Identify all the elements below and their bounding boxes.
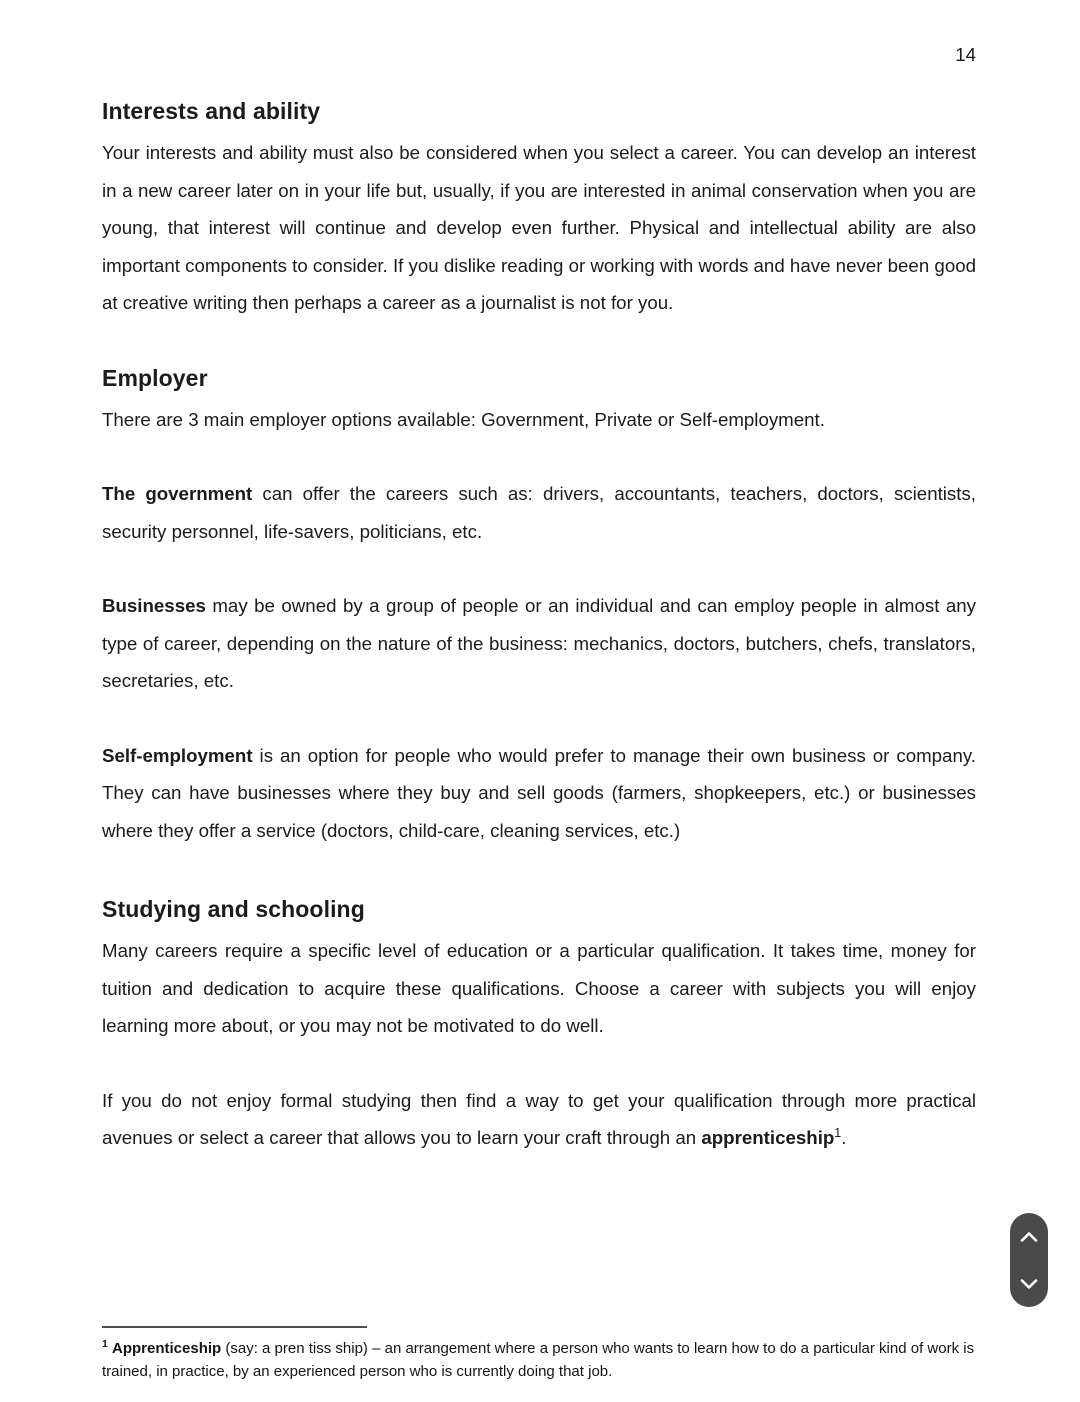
document-page — [102, 0, 976, 1157]
heading-interests-and-ability: Interests and ability — [102, 98, 321, 124]
footnote-separator-rule — [102, 1326, 367, 1328]
chevron-down-icon — [1020, 1279, 1038, 1289]
paragraph-studying: Many careers require a specific level of education or a particular qualification. It takes time, money for tuition and dedication to acquire these qualifications. Choose a career with subjects you will enjoy learning more about, or you may not be motivated to do well. — [102, 940, 976, 1036]
government-lead-text: The government — [102, 483, 253, 504]
scroll-control — [1010, 1213, 1048, 1307]
self-employment-rest-text: is an option for people who would prefer to manage their own business or company. They can have businesses where they buy and sell goods (farmers, shopkeepers, etc.) or businesses where they offer a service (doctors, child-care, cleaning services, etc.) — [102, 744, 976, 841]
footnote-marker: 1 — [102, 1338, 108, 1350]
apprenticeship-end-text: . — [841, 1127, 847, 1148]
apprenticeship-start-text: If you do not enjoy formal studying then find a way to get your qualification through more practical avenues or select a career that allows you to learn your craft through an — [102, 1089, 976, 1148]
apprenticeship-bold-text: apprenticeship — [701, 1127, 835, 1148]
government-rest-text: can offer the careers such as: drivers, accountants, teachers, doctors, scientists, security personnel, life-savers, politicians, etc. — [102, 483, 976, 542]
footnote-definition: (say: a pren tiss ship) – an arrangement where a person who wants to learn how to do a particular kind of work is trained, in practice, by an experienced person who is currently doing that job. — [102, 1340, 975, 1380]
paragraph-employer-intro: There are 3 main employer options available: Government, Private or Self-employment. — [102, 408, 825, 430]
paragraph-self-employment — [102, 737, 976, 850]
self-employment-lead-text: Self-employment — [102, 744, 253, 766]
businesses-rest-text: may be owned by a group of people or an individual and can employ people in almost any type of career, depending on the nature of the business: mechanics, doctors, butchers, chefs, translators, secretaries, etc. — [102, 595, 976, 691]
paragraph-interests: Your interests and ability must also be considered when you select a career. You can develop an interest in a new career later on in your life but, usually, if you are interested in animal conservation when you are young, that interest will continue and develop even further. Physical and intellectual ability are also important components to consider. If you dislike reading or working with words and have never been good at creative writing then perhaps a career as a journalist is not for you. — [102, 142, 976, 313]
paragraph-businesses — [102, 587, 976, 700]
footnote-reference-superscript: 1 — [834, 1125, 842, 1140]
page-number: 14 — [955, 44, 976, 65]
heading-employer: Employer — [102, 364, 208, 391]
paragraph-government — [102, 475, 976, 550]
scroll-up-button[interactable] — [1010, 1213, 1048, 1260]
footnote-term: Apprenticeship — [112, 1340, 222, 1357]
chevron-up-icon — [1020, 1232, 1038, 1242]
businesses-lead-text: Businesses — [102, 595, 206, 616]
footnote-section — [102, 1326, 976, 1383]
scroll-down-button[interactable] — [1010, 1260, 1048, 1307]
heading-studying-and-schooling: Studying and schooling — [102, 896, 365, 922]
paragraph-apprenticeship — [102, 1082, 976, 1157]
footnote-text — [102, 1337, 976, 1383]
